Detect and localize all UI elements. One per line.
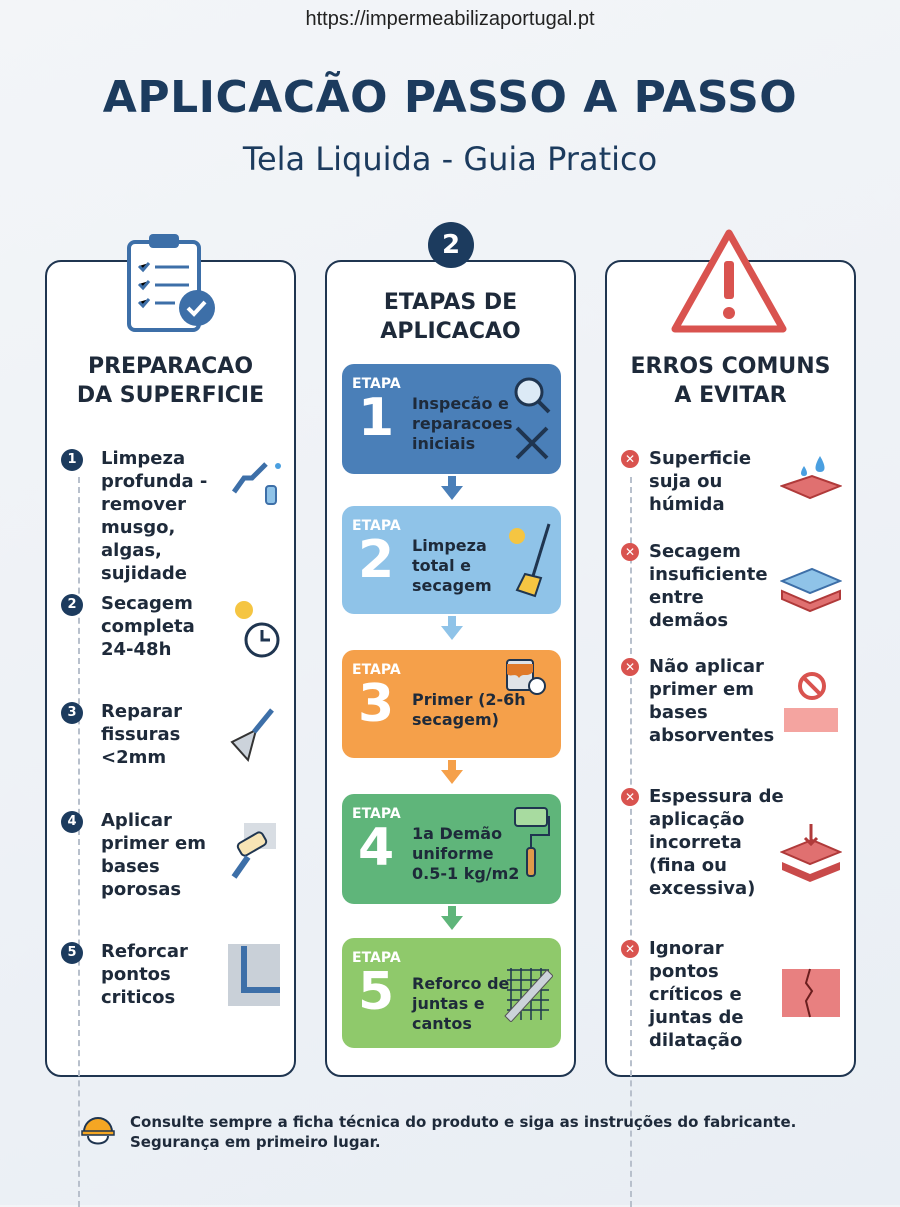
list-item: 3 Reparar fissuras <2mm	[61, 700, 286, 769]
surface-preparation-card	[45, 260, 296, 1077]
x-icon: ✕	[621, 450, 639, 468]
list-item: 4 Aplicar primer em bases porosas	[61, 809, 286, 901]
arrow-down-icon	[441, 626, 463, 640]
step-2: ETAPA 2 Limpeza total e secagem	[342, 506, 561, 614]
arrow-down-icon	[441, 916, 463, 930]
site-url: https://impermeabilizaportugal.pt	[305, 8, 595, 30]
arrow-stem	[448, 906, 456, 916]
error-item: ✕ Secagem insuficiente entre demãos	[621, 540, 846, 632]
step-4: ETAPA 4 1a Demão uniforme 0.5-1 kg/m2	[342, 794, 561, 904]
safety-footer	[80, 1112, 796, 1156]
paint-roller-icon	[226, 817, 282, 892]
arrow-stem	[448, 760, 456, 770]
wet-layers-icon	[780, 557, 842, 619]
paint-roller-icon	[511, 804, 551, 884]
corner-icon	[226, 942, 282, 1008]
arrow-stem	[448, 616, 456, 626]
list-item: 2 Secagem completa 24-48h	[61, 592, 286, 661]
column-heading: PREPARACAO DA SUPERFICIE	[76, 354, 265, 408]
page-title: APLICACÃO PASSO A PASSO	[102, 72, 798, 123]
step-1: ETAPA 1 Inspecão e reparacoes iniciais	[342, 364, 561, 474]
x-icon: ✕	[621, 940, 639, 958]
wet-surface-icon	[780, 452, 842, 508]
step-3: ETAPA 3 Primer (2-6h secagem)	[342, 650, 561, 758]
pressure-washer-icon	[226, 452, 282, 508]
trowel-icon	[226, 702, 282, 772]
application-steps-card	[325, 260, 576, 1077]
step-5: ETAPA 5 Reforco de juntas e cantos	[342, 938, 561, 1048]
error-item: ✕ Espessura de aplicação incorreta (fina ou excessiva)	[621, 785, 846, 900]
sun-clock-icon	[226, 592, 282, 662]
no-primer-icon	[780, 670, 842, 736]
x-icon: ✕	[621, 788, 639, 806]
column-heading: ETAPAS DE APLICACAO	[380, 290, 521, 344]
error-item: ✕ Superficie suja ou húmida	[621, 447, 846, 516]
arrow-stem	[448, 476, 456, 486]
x-icon: ✕	[621, 543, 639, 561]
hard-hat-icon	[80, 1112, 116, 1156]
arrow-down-icon	[441, 486, 463, 500]
error-item: ✕ Ignorar pontos críticos e juntas de dilatação	[621, 937, 846, 1052]
footer-line-1: Consulte sempre a ficha técnica do produto e siga as instruções do fabricante.	[130, 1113, 797, 1131]
x-icon: ✕	[621, 658, 639, 676]
sun-broom-icon	[505, 520, 555, 600]
arrow-down-icon	[441, 770, 463, 784]
thickness-layers-icon	[780, 822, 842, 884]
warning-triangle-icon	[669, 227, 789, 337]
page-subtitle: Tela Liquida - Guia Pratico	[242, 140, 658, 178]
step-number-badge: 2	[428, 222, 474, 268]
clipboard-check-icon	[125, 230, 220, 335]
footer-line-2: Segurança em primeiro lugar.	[130, 1133, 381, 1151]
error-item: ✕ Não aplicar primer em bases absorventes	[621, 655, 846, 747]
list-item: 5 Reforcar pontos criticos	[61, 940, 286, 1009]
paint-can-timer-icon	[503, 656, 547, 696]
mesh-tape-icon	[503, 966, 553, 1022]
column-heading: ERROS COMUNS A EVITAR	[630, 354, 831, 408]
magnifier-tools-icon	[511, 374, 553, 464]
list-item: 1 Limpeza profunda - remover musgo, algas, sujidade	[61, 447, 286, 585]
common-errors-card	[605, 260, 856, 1077]
cracked-joint-icon	[780, 967, 842, 1019]
